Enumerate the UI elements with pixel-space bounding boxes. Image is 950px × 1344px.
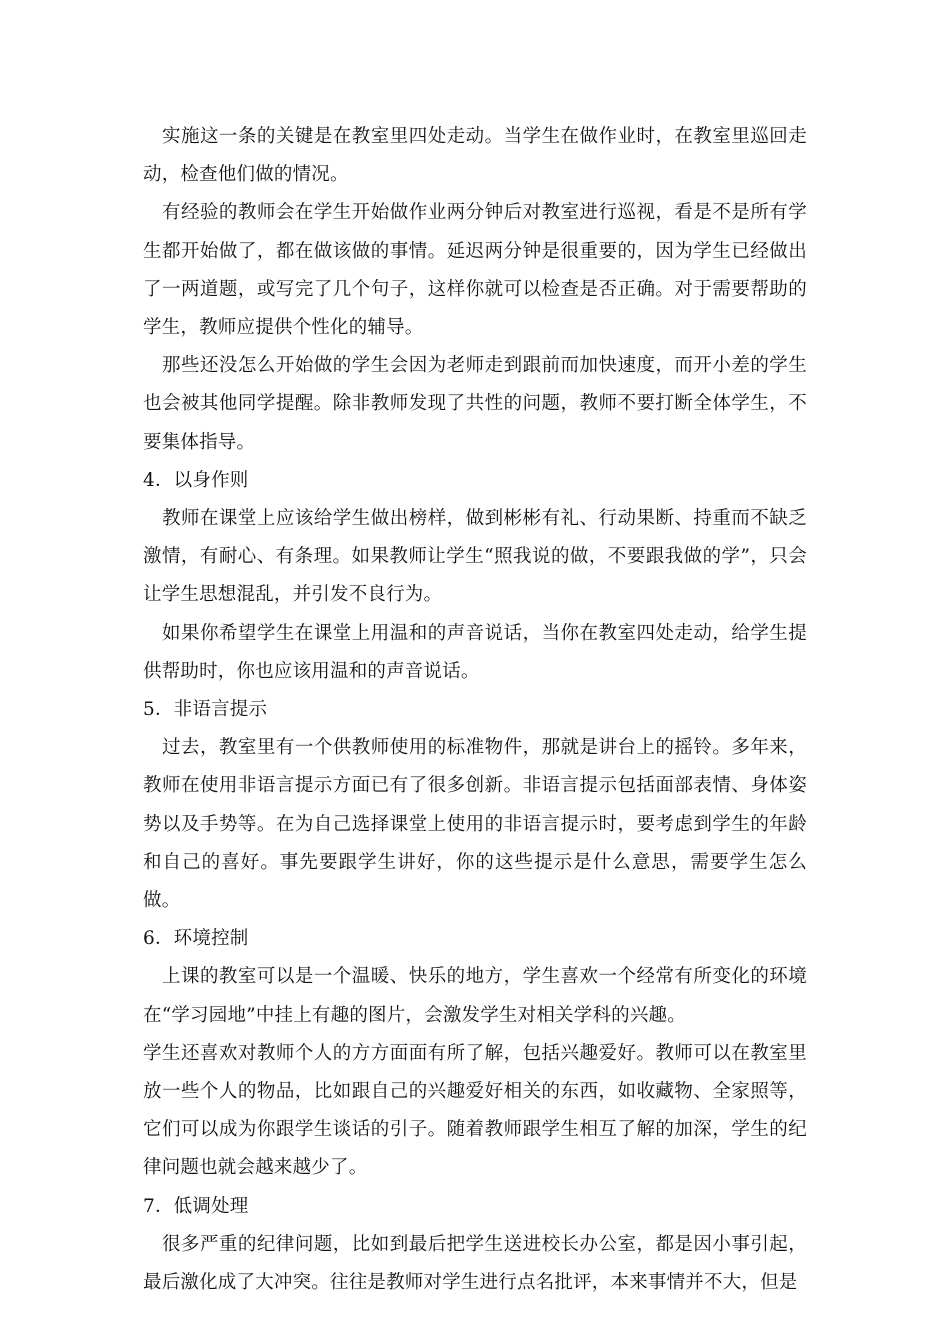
section-heading: 4．以身作则 [143, 469, 249, 491]
section-heading: 7．低调处理 [143, 1195, 249, 1217]
paragraph: 有经验的教师会在学生开始做作业两分钟后对教室进行巡视，看是不是所有学生都开始做了，都在做该做的事情。延迟两分钟是很重要的，因为学生已经做出了一两道题，或写完了几个句子，这样你就可以检查是否正确。对于需要帮助的学生，教师应提供个性化的辅导。 [143, 202, 807, 339]
paragraph: 过去，教室里有一个供教师使用的标准物件，那就是讲台上的摇铃。多年来，教师在使用非语言提示方面已有了很多创新。非语言提示包括面部表情、身体姿势以及手势等。在为自己选择课堂上使用的非语言提示时，要考虑到学生的年龄和自己的喜好。事先要跟学生讲好，你的这些提示是什么意思，需要学生怎么做。 [143, 737, 807, 912]
paragraph: 很多严重的纪律问题，比如到最后把学生送进校长办公室，都是因小事引起，最后激化成了大冲突。往往是教师对学生进行点名批评，本来事情并不大，但是 [143, 1233, 807, 1294]
section-heading: 5．非语言提示 [143, 699, 268, 721]
paragraph: 上课的教室可以是一个温暖、快乐的地方，学生喜欢一个经常有所变化的环境在“学习园地”中挂上有趣的图片，会激发学生对相关学科的兴趣。 [143, 966, 807, 1026]
document-page [143, 118, 807, 1302]
paragraph: 实施这一条的关键是在教室里四处走动。当学生在做作业时，在教室里巡回走动，检查他们做的情况。 [143, 126, 807, 186]
paragraph: 教师在课堂上应该给学生做出榜样，做到彬彬有礼、行动果断、持重而不缺乏激情，有耐心、有条理。如果教师让学生“照我说的做，不要跟我做的学”，只会让学生思想混乱，并引发不良行为。 [143, 508, 807, 606]
paragraph: 如果你希望学生在课堂上用温和的声音说话，当你在教室四处走动，给学生提供帮助时，你也应该用温和的声音说话。 [143, 622, 807, 682]
paragraph: 那些还没怎么开始做的学生会因为老师走到跟前而加快速度，而开小差的学生也会被其他同学提醒。除非教师发现了共性的问题，教师不要打断全体学生，不要集体指导。 [143, 355, 807, 453]
paragraph: 学生还喜欢对教师个人的方方面面有所了解，包括兴趣爱好。教师可以在教室里放一些个人的物品，比如跟自己的兴趣爱好相关的东西，如收藏物、全家照等，它们可以成为你跟学生谈话的引子。随着教师跟学生相互了解的加深，学生的纪律问题也就会越来越少了。 [143, 1042, 807, 1179]
section-heading: 6．环境控制 [143, 928, 249, 950]
